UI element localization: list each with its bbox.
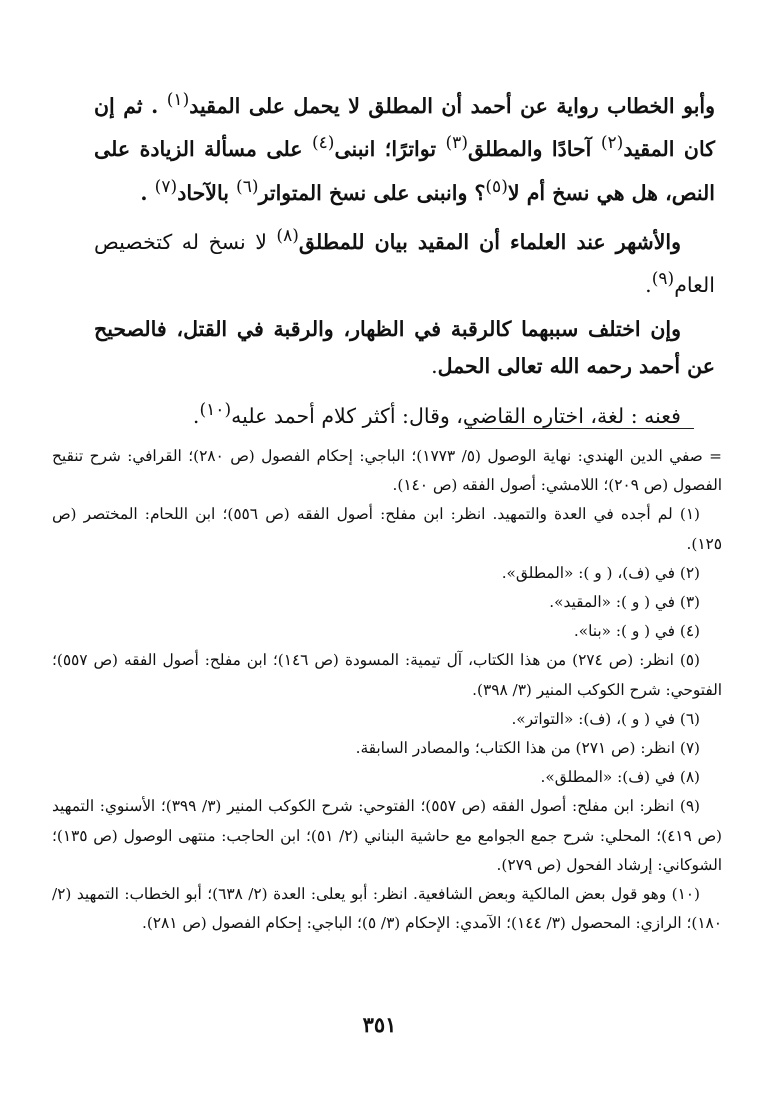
footnote-3: (٣) في ( و ): «المقيد». — [549, 593, 700, 612]
footnote-ref: (١٠) — [199, 399, 232, 420]
text-span: وإن اختلف سببهما كالرقبة في الظهار، والرقبة في القتل، فالصحيح عن أحمد رحمه الله تعالى الحمل — [94, 316, 715, 379]
text-span: لا نسخ له كتخصيص العام — [94, 229, 715, 298]
text-span: والأشهر عند العلماء أن المقيد بيان للمطلق — [298, 229, 681, 254]
footnote-ref: (٢) — [600, 133, 624, 154]
text-span: . — [431, 354, 438, 379]
footnote-10: (١٠) وهو قول بعض المالكية وبعض الشافعية. انظر: أبو يعلى: العدة (٢/ ٦٣٨)؛ أبو الخطاب: التمهيد (٢/ ١٨٠)؛ الرازي: المحصول (٣/ ١٤٤)؛ الآمدي: الإحكام (٣/ ٥)؛ الباجي: إحكام الفصول (ص ٢٨١). — [52, 885, 722, 933]
text-span: تواترًا؛ انبنى — [334, 137, 446, 162]
footnote-1: (١) لم أجده في العدة والتمهيد. انظر: ابن مفلح: أصول الفقه (ص ٥٥٦)؛ ابن اللحام: المختصر (ص ١٢٥). — [52, 505, 722, 553]
text-span: ؟ وانبنى على نسخ المتواتر — [258, 180, 486, 205]
footnote-ref: (١) — [166, 90, 190, 110]
footnote-ref: (٨) — [276, 225, 299, 246]
paragraph-3 — [94, 311, 715, 386]
footnote-7: (٧) انظر: (ص ٢٧١) من هذا الكتاب؛ والمصادر السابقة. — [355, 739, 700, 758]
footnote-ref: (٩) — [651, 269, 675, 290]
footnotes — [52, 442, 722, 938]
paragraph-1 — [94, 82, 715, 212]
footnote-ref: (٥) — [485, 176, 508, 197]
footnote-continuation: = صفي الدين الهندي: نهاية الوصول (٥/ ١٧٧٣)؛ الباجي: إحكام الفصول (ص ٢٨٠)؛ القرافي: شرح تنقيح الفصول (ص ٢٠٩)؛ اللامشي: أصول الفقه (ص ١٤٠). — [52, 447, 722, 495]
page-number: ٣٥١ — [362, 1012, 397, 1037]
text-span: فعنه : لغة، اختاره القاضي، وقال: أكثر كلام أحمد عليه — [231, 403, 681, 428]
footnote-5: (٥) انظر: (ص ٢٧٤) من هذا الكتاب، آل تيمية: المسودة (ص ١٤٦)؛ ابن مفلح: أصول الفقه (ص ٥٥٧)؛ الفتوحي: شرح الكوكب المنير (٣/ ٣٩٨). — [52, 651, 722, 699]
footnote-6: (٦) في ( و )، (ف): «التواتر». — [511, 709, 700, 728]
paragraph-2 — [94, 218, 715, 305]
footnote-ref: (٣) — [445, 133, 469, 154]
text-span: . ثم إن كان المقيد — [94, 93, 715, 162]
footnote-9: (٩) انظر: ابن مفلح: أصول الفقه (ص ٥٥٧)؛ الفتوحي: شرح الكوكب المنير (٣/ ٣٩٩)؛ الأسنوي: التمهيد (ص ٤١٩)؛ المحلي: شرح جمع الجوامع مع حاشية البناني (٢/ ٥١)؛ ابن الحاجب: منتهى الوصول (ص ١٣٥)؛ الشوكاني: إرشاد الفحول (ص ٢٧٩). — [52, 797, 722, 874]
text-span: . — [140, 180, 155, 205]
footnote-4: (٤) في ( و ): «بنا». — [573, 622, 700, 641]
footnote-ref: (٤) — [311, 133, 335, 154]
text-span: آحادًا والمطلق — [468, 137, 601, 162]
text-span: وأبو الخطاب رواية عن أحمد أن المطلق لا يحمل على المقيد — [189, 93, 715, 118]
text-span: . — [192, 403, 200, 428]
footnote-ref: (٧) — [154, 176, 178, 197]
footnote-2: (٢) في (ف)، ( و ): «المطلق». — [501, 563, 700, 582]
main-text — [94, 82, 715, 435]
footnote-ref: (٦) — [236, 176, 259, 197]
text-span: بالآحاد — [177, 180, 237, 205]
text-span: على مسألة الزيادة على النص، هل هي نسخ أم لا — [94, 137, 715, 205]
footnote-8: (٨) في (ف): «المطلق». — [540, 768, 700, 787]
footnote-divider — [465, 428, 694, 429]
text-span: . — [645, 273, 652, 298]
